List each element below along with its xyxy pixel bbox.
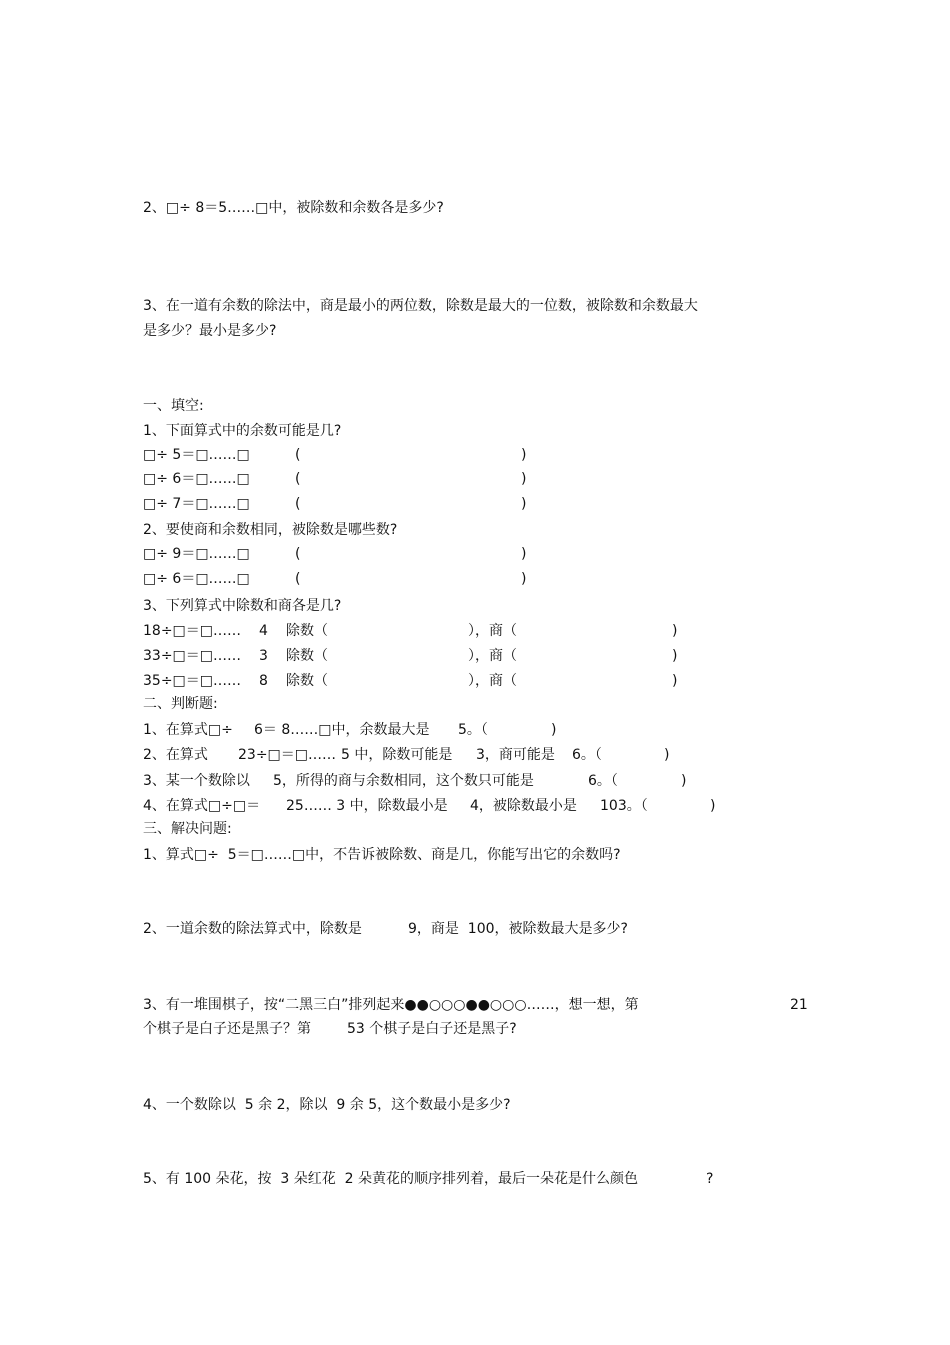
section-judge-heading: 二、判断题: bbox=[143, 696, 218, 712]
section-fill-heading: 一、填空: bbox=[143, 398, 204, 414]
fill-q3-row-2-expr: 33÷□＝□…… bbox=[143, 648, 241, 664]
fill-q3-row-3-expr: 35÷□＝□…… bbox=[143, 673, 241, 689]
section-solve-heading: 三、解决问题: bbox=[143, 821, 232, 837]
fill-q1-row-2: □÷ 6＝□……□ bbox=[143, 471, 250, 487]
solve-q3-part-3: 个棋子是白子还是黑子？第 bbox=[143, 1021, 311, 1037]
quotient-label: ），商（ bbox=[468, 623, 517, 639]
quotient-label: ），商（ bbox=[468, 648, 517, 664]
solve-q3-part-1: 3、有一堆围棋子，按“二黑三白”排列起来●●○○○●●○○○……，想一想，第 bbox=[143, 997, 639, 1013]
open-paren: ( bbox=[295, 571, 301, 587]
fill-q2-row-2: □÷ 6＝□……□ bbox=[143, 571, 250, 587]
question-2: 2、□÷ 8＝5……□中，被除数和余数各是多少? bbox=[143, 200, 444, 216]
remainder-value: 4 bbox=[259, 623, 268, 639]
question-3-line-1: 3、在一道有余数的除法中，商是最小的两位数，除数是最大的一位数，被除数和余数最大 bbox=[143, 298, 698, 314]
judge-2-part-2: 23÷□＝□…… bbox=[238, 747, 336, 763]
fill-q1-row-1: □÷ 5＝□……□ bbox=[143, 447, 250, 463]
remainder-value: 3 bbox=[259, 648, 268, 664]
judge-2-part-1: 2、在算式 bbox=[143, 747, 208, 763]
judge-4-part-2: 25…… 3 中，除数最小是 bbox=[286, 798, 448, 814]
close-paren: ) bbox=[521, 571, 527, 587]
open-paren: ( bbox=[295, 471, 301, 487]
close-paren: ) bbox=[521, 496, 527, 512]
divisor-label: 除数（ bbox=[286, 648, 328, 664]
judge-1-part-3: 5。（ bbox=[458, 722, 488, 738]
fill-q3-title: 3、下列算式中除数和商各是几? bbox=[143, 598, 342, 614]
solve-q2-part-2: 9，商是 100，被除数最大是多少? bbox=[408, 921, 628, 937]
fill-q3-row-1-expr: 18÷□＝□…… bbox=[143, 623, 241, 639]
judge-1-part-2: 6＝ 8……□中，余数最大是 bbox=[254, 722, 430, 738]
question-3-line-2: 是多少？最小是多少? bbox=[143, 323, 277, 339]
judge-3-part-3: 6。（ bbox=[588, 773, 618, 789]
fill-q1-title: 1、下面算式中的余数可能是几? bbox=[143, 423, 342, 439]
solve-q5-part-1: 5、有 100 朵花，按 3 朵红花 2 朵黄花的顺序排列着，最后一朵花是什么颜色 bbox=[143, 1171, 639, 1187]
solve-q3-part-4: 53 个棋子是白子还是黑子? bbox=[347, 1021, 517, 1037]
solve-q5-part-2: ? bbox=[706, 1171, 714, 1187]
judge-1-part-1: 1、在算式□÷ bbox=[143, 722, 233, 738]
judge-3-part-2: 5，所得的商与余数相同，这个数只可能是 bbox=[273, 773, 534, 789]
quotient-label: ），商（ bbox=[468, 673, 517, 689]
judge-3-part-1: 3、某一个数除以 bbox=[143, 773, 250, 789]
close-paren: ) bbox=[664, 747, 670, 763]
judge-2-part-5: 6。（ bbox=[572, 747, 602, 763]
close-paren: ) bbox=[672, 648, 678, 664]
fill-q2-title: 2、要使商和余数相同，被除数是哪些数? bbox=[143, 522, 398, 538]
solve-q4: 4、一个数除以 5 余 2，除以 9 余 5，这个数最小是多少? bbox=[143, 1097, 511, 1113]
fill-q2-row-1: □÷ 9＝□……□ bbox=[143, 546, 250, 562]
solve-q2-part-1: 2、一道余数的除法算式中，除数是 bbox=[143, 921, 362, 937]
judge-2-part-3: 5 中，除数可能是 bbox=[341, 747, 453, 763]
close-paren: ) bbox=[710, 798, 716, 814]
close-paren: ) bbox=[672, 673, 678, 689]
close-paren: ) bbox=[551, 722, 557, 738]
divisor-label: 除数（ bbox=[286, 673, 328, 689]
open-paren: ( bbox=[295, 447, 301, 463]
close-paren: ) bbox=[672, 623, 678, 639]
close-paren: ) bbox=[521, 447, 527, 463]
judge-2-part-4: 3，商可能是 bbox=[476, 747, 555, 763]
judge-4-part-4: 103。（ bbox=[600, 798, 648, 814]
divisor-label: 除数（ bbox=[286, 623, 328, 639]
close-paren: ) bbox=[521, 546, 527, 562]
judge-4-part-3: 4，被除数最小是 bbox=[470, 798, 577, 814]
remainder-value: 8 bbox=[259, 673, 268, 689]
open-paren: ( bbox=[295, 546, 301, 562]
judge-4-part-1: 4、在算式□÷□＝ bbox=[143, 798, 261, 814]
solve-q3-part-2: 21 bbox=[790, 997, 808, 1013]
close-paren: ) bbox=[521, 471, 527, 487]
close-paren: ) bbox=[681, 773, 687, 789]
solve-q1: 1、算式□÷ 5＝□……□中，不告诉被除数、商是几，你能写出它的余数吗? bbox=[143, 847, 621, 863]
fill-q1-row-3: □÷ 7＝□……□ bbox=[143, 496, 250, 512]
open-paren: ( bbox=[295, 496, 301, 512]
